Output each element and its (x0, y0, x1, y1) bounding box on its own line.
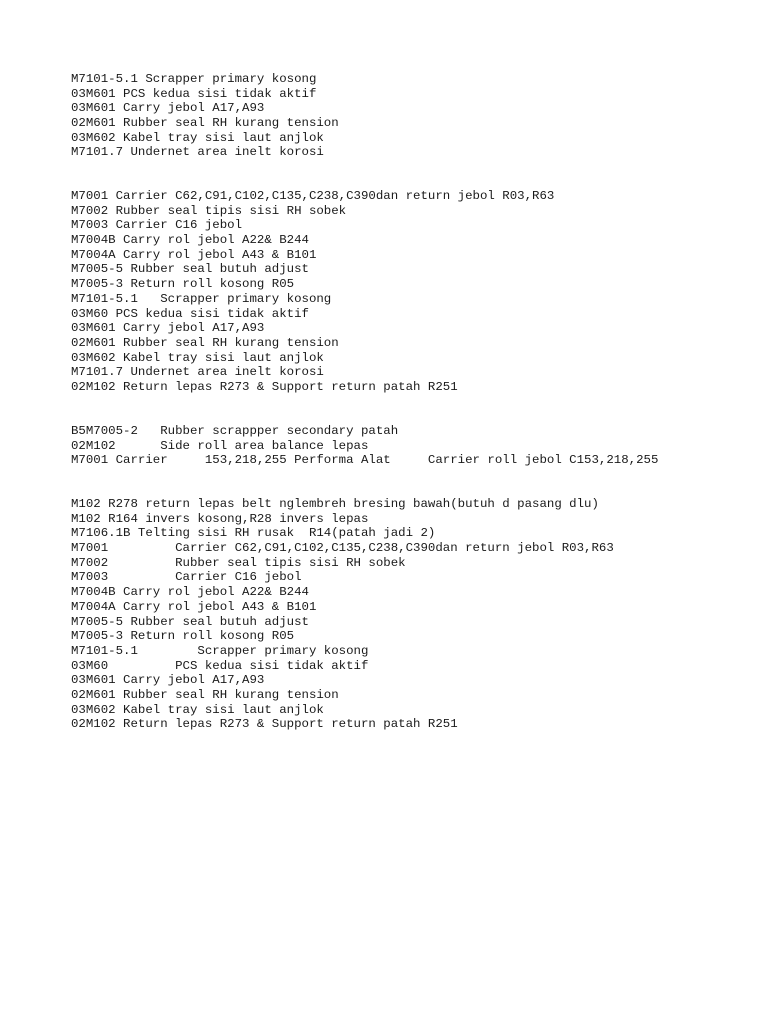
text-line: M7101-5.1 Scrapper primary kosong (71, 291, 332, 306)
text-line: M7101.7 Undernet area inelt korosi (71, 145, 324, 160)
text-block-4 (71, 497, 614, 732)
text-line: M7005-5 Rubber seal butuh adjust (71, 262, 309, 277)
text-line: M7001 Carrier C62,C91,C102,C135,C238,C390dan return jebol R03,R63 (71, 541, 614, 556)
text-line: M7101-5.1 Scrapper primary kosong (71, 643, 369, 658)
text-line: 02M601 Rubber seal RH kurang tension (71, 687, 339, 702)
text-line: 03M601 Carry jebol A17,A93 (71, 673, 265, 688)
text-line: M7003 Carrier C16 jebol (71, 570, 302, 585)
text-block-3 (71, 424, 658, 468)
text-line: 03M601 Carry jebol A17,A93 (71, 101, 265, 116)
text-line: M7002 Rubber seal tipis sisi RH sobek (71, 555, 406, 570)
text-line: 02M601 Rubber seal RH kurang tension (71, 335, 339, 350)
text-line: M7005-3 Return roll kosong R05 (71, 277, 295, 292)
text-line: M7101-5.1 Scrapper primary kosong (71, 72, 317, 86)
text-line: M7101.7 Undernet area inelt korosi (71, 365, 324, 380)
text-line: M7004B Carry rol jebol A22& B244 (71, 585, 309, 600)
text-line: 03M602 Kabel tray sisi laut anjlok (71, 130, 324, 145)
text-line: 03M60 PCS kedua sisi tidak aktif (71, 306, 309, 321)
text-line: 03M602 Kabel tray sisi laut anjlok (71, 702, 324, 717)
text-line: M7005-3 Return roll kosong R05 (71, 629, 295, 644)
text-line: 03M60 PCS kedua sisi tidak aktif (71, 658, 369, 673)
text-line: M7005-5 Rubber seal butuh adjust (71, 614, 309, 629)
text-line: B5M7005-2 Rubber scrappper secondary patah (71, 424, 399, 438)
text-line: M7004B Carry rol jebol A22& B244 (71, 233, 309, 248)
text-block-1 (71, 72, 339, 160)
text-line: M102 R164 invers kosong,R28 invers lepas (71, 511, 369, 526)
text-line: M7003 Carrier C16 jebol (71, 218, 243, 233)
text-line: 02M102 Return lepas R273 & Support return patah R251 (71, 379, 458, 394)
text-line: 03M601 Carry jebol A17,A93 (71, 321, 265, 336)
text-line: 02M601 Rubber seal RH kurang tension (71, 116, 339, 131)
text-line: 02M102 Return lepas R273 & Support return patah R251 (71, 717, 458, 732)
text-line: 03M601 PCS kedua sisi tidak aktif (71, 86, 317, 101)
text-line: M7004A Carry rol jebol A43 & B101 (71, 599, 317, 614)
text-block-2 (71, 189, 554, 395)
text-line: M7106.1B Telting sisi RH rusak R14(patah jadi 2) (71, 526, 436, 541)
text-line: M7001 Carrier C62,C91,C102,C135,C238,C390dan return jebol R03,R63 (71, 189, 555, 203)
text-line: M102 R278 return lepas belt nglembreh bresing bawah(butuh d pasang dlu) (71, 497, 599, 511)
text-line: 02M102 Side roll area balance lepas (71, 438, 369, 453)
text-line: M7001 Carrier 153,218,255 Performa Alat Carrier roll jebol C153,218,255 (71, 453, 659, 468)
text-line: M7004A Carry rol jebol A43 & B101 (71, 247, 317, 262)
text-line: M7002 Rubber seal tipis sisi RH sobek (71, 203, 347, 218)
text-line: 03M602 Kabel tray sisi laut anjlok (71, 350, 324, 365)
